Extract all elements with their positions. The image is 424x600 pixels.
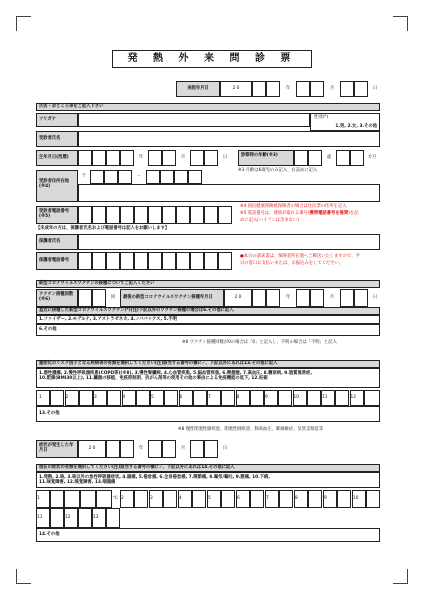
visit-date-label: 来院年月日	[176, 81, 220, 97]
age-label: 診察時の年齢(※3)	[238, 150, 294, 166]
name-field[interactable]	[78, 131, 380, 147]
symptom-num: 2	[121, 496, 124, 501]
symptom-num: 9	[324, 496, 327, 501]
symptom-check[interactable]	[50, 508, 64, 528]
visit-month-digit[interactable]	[310, 81, 324, 97]
risk-check[interactable]	[79, 390, 93, 406]
guardian-phone-digit[interactable]	[148, 252, 162, 270]
section4-header: 重症化のリスク因子となる疾病等の有無を選択してください(注)該当する番号の横に✓、下記以外にあれば13.その他に記入	[36, 360, 380, 368]
risk-factor-list	[36, 368, 380, 388]
symptom-list-line1: 1.発熱, 2.咳, 3.咳以外の急性呼吸器症状, 4.頭痛, 5.倦怠感, 6.全身倦怠感, 7.関節痛, 8.嘔気/嘔吐, 9.腹痛, 10.下痢,	[39, 475, 270, 480]
month-label: 月	[180, 446, 186, 452]
symptom-check[interactable]	[78, 508, 92, 528]
symptom-check[interactable]	[308, 490, 322, 508]
year-label: 年	[285, 295, 291, 301]
billing-note: ●本日の請求書は、保険者所在地へご郵送いたしますので、予	[240, 254, 360, 259]
year-label: 年	[138, 155, 144, 161]
guardian-label: 保護者氏名	[36, 234, 78, 250]
onset-era: 2 0	[78, 440, 106, 458]
symptom-other-field[interactable]: 14.その他	[36, 528, 380, 542]
birth-year-digit[interactable]	[78, 150, 92, 166]
phone-digit[interactable]	[120, 206, 134, 224]
postal-digit[interactable]	[90, 170, 104, 184]
symptom-num: 6	[237, 496, 240, 501]
risk-check[interactable]	[307, 390, 321, 406]
section6-header: 現在の症状の有無を選択してください(注)該当する番号の横に✓、下記以外にあれば14.その他に記入	[36, 464, 380, 472]
guardian-phone-digit[interactable]	[162, 252, 176, 270]
age-unit: 歳	[326, 155, 332, 161]
risk-num: 2	[65, 395, 69, 400]
last-vaccine-day-digit[interactable]	[340, 289, 354, 307]
last-vaccine-month-digit[interactable]	[296, 289, 310, 307]
last-vaccine-label: 最後の新型コロナウイルスワクチン接種年月日	[120, 289, 224, 307]
risk-check[interactable]	[364, 390, 381, 406]
address-field[interactable]	[78, 184, 380, 202]
risk-num: 5	[151, 395, 154, 400]
billing-note-cont: 日の窓口お支払いまたは、お振込みをしてください。	[240, 261, 344, 266]
risk-num: 11	[322, 395, 328, 400]
symptom-num: 4	[179, 496, 182, 501]
guardian-phone-digit[interactable]	[190, 252, 204, 270]
day-label: 日	[222, 155, 228, 161]
month-label: 月	[329, 295, 335, 301]
symptom-num: 12	[65, 515, 71, 520]
sex-options[interactable]: 1.男, 2.女, 3.その他	[335, 124, 377, 129]
onset-day-digit[interactable]	[190, 440, 204, 458]
onset-month-digit[interactable]	[162, 440, 176, 458]
symptom-num: 8	[295, 496, 298, 501]
month-age-digit[interactable]	[350, 150, 364, 166]
year-label: 年	[138, 446, 144, 452]
day-label: 日	[372, 86, 378, 92]
phone-digit[interactable]	[106, 206, 120, 224]
symptom-check[interactable]	[279, 490, 293, 508]
visit-era: 2 0	[220, 81, 252, 97]
vaccine-type-options[interactable]: 1.ファイザー, 2.モデルナ, 3.アストラゼネカ, 4.ノババックス, 5.不明	[36, 315, 380, 324]
corner-mark	[393, 16, 408, 31]
risk-check[interactable]	[164, 390, 178, 406]
note-4: ※4 国民健康保険被保険者の場合は住民票の住所を記入	[240, 204, 347, 209]
vaccine-type-other[interactable]: 6.その他	[36, 324, 380, 336]
symptom-num: 3	[150, 496, 153, 501]
phone-digit[interactable]	[78, 206, 92, 224]
birth-day-digit[interactable]	[204, 150, 218, 166]
symptom-list-line2: 11.味覚障害, 12.嗅覚障害, 13.咽頭痛	[39, 480, 116, 486]
note-5-cont: めに記入(ハイフンは含まない)	[240, 218, 299, 223]
age-note: ※3 月齢は6歳児のみ記入、右詰めに記入	[238, 168, 318, 173]
symptom-check[interactable]	[163, 490, 177, 508]
day-label: 日	[372, 295, 378, 301]
birth-day-digit[interactable]	[190, 150, 204, 166]
symptom-check[interactable]	[221, 490, 235, 508]
symptom-num: 5	[208, 496, 211, 501]
visit-day-digit[interactable]	[340, 81, 354, 97]
age-digit[interactable]	[294, 150, 308, 166]
guardian-phone-digit[interactable]	[120, 252, 134, 270]
visit-month-digit[interactable]	[296, 81, 310, 97]
guardian-phone-label: 保護者電話番号	[36, 252, 78, 270]
symptom-check[interactable]	[192, 490, 206, 508]
risk-num: 7	[208, 395, 211, 400]
risk-other-field[interactable]: 13.その他	[36, 406, 380, 422]
onset-day-digit[interactable]	[204, 440, 218, 458]
symptom-check[interactable]	[337, 490, 351, 508]
vaccine-count-digit[interactable]	[92, 289, 106, 307]
onset-year-digit[interactable]	[106, 440, 120, 458]
symptom-check[interactable]	[134, 490, 148, 508]
note-5: ※5 電話番号は、連絡が取れる番号(携帯電話番号を推奨)を記	[240, 211, 359, 216]
furigana-field[interactable]	[78, 113, 310, 127]
age-digit[interactable]	[308, 150, 322, 166]
symptom-check[interactable]	[50, 490, 64, 508]
phone-digit[interactable]	[148, 206, 162, 224]
risk-check[interactable]	[107, 390, 121, 406]
risk-check[interactable]	[193, 390, 207, 406]
vaccine-count-digit[interactable]	[78, 289, 92, 307]
guardian-phone-digit[interactable]	[218, 252, 232, 270]
corner-mark	[393, 569, 408, 584]
symptom-num: 1	[37, 496, 40, 501]
corner-mark	[16, 569, 31, 584]
guardian-phone-digit[interactable]	[106, 252, 120, 270]
risk-checkbox-row	[36, 390, 380, 406]
corner-mark	[16, 16, 31, 31]
symptom-check[interactable]	[250, 490, 264, 508]
onset-month-digit[interactable]	[148, 440, 162, 458]
onset-label: 症状が発生した年月日	[36, 440, 78, 458]
symptom-check[interactable]	[366, 490, 380, 508]
risk-num: 9	[265, 395, 268, 400]
birth-label: 生年月日(西暦)	[36, 150, 78, 166]
phone-digit[interactable]	[204, 206, 218, 224]
vaccine-type-label: 直近に接種した新型コロナウイルスワクチン(*)(注)下記以外のワクチン接種の場合は6.その他に記入	[36, 307, 380, 315]
section2-header: 【未成年の方は、保護者氏名および電話番号は記入をお願いします】	[36, 226, 170, 231]
guardian-phone-digit[interactable]	[176, 252, 190, 270]
symptom-num: 13	[93, 515, 99, 520]
note-8: ※8 慢性閉塞性肺疾患、閉塞性肺疾患、肺高血圧、肺線維症、気管支喘息等	[178, 427, 324, 432]
postal-digit[interactable]	[146, 170, 160, 184]
postal-digit[interactable]	[174, 170, 188, 184]
phone-digit[interactable]	[162, 206, 176, 224]
section1-header: 氏名・おところ等をご記入下さい	[36, 103, 380, 111]
postal-digit[interactable]	[160, 170, 174, 184]
risk-check[interactable]	[136, 390, 150, 406]
guardian-phone-digit[interactable]	[92, 252, 106, 270]
birth-year-digit[interactable]	[120, 150, 134, 166]
risk-num: 4	[122, 395, 126, 400]
risk-num: 1	[39, 395, 42, 400]
note-6: ※6 ワクチン接種回数が0の場合は「0」と記入し、不明の場合は「不明」と記入	[182, 340, 337, 345]
guardian-phone-digit[interactable]	[78, 252, 92, 270]
risk-num: 8	[236, 395, 240, 400]
sex-box	[310, 113, 380, 131]
phone-digit[interactable]	[176, 206, 190, 224]
section3-header: 新型コロナウイルスワクチンの接種についてご記入ください	[36, 280, 380, 288]
year-label: 年	[285, 86, 291, 92]
postal-dash: －	[136, 174, 142, 180]
birth-month-digit[interactable]	[162, 150, 176, 166]
postal-mark: 〒	[81, 174, 87, 180]
last-vaccine-month-digit[interactable]	[310, 289, 324, 307]
page-title: 発 熱 外 来 問 診 票	[112, 50, 312, 68]
visit-year-digit[interactable]	[266, 81, 280, 97]
address-label: 受診者住所在地(※4)	[36, 170, 78, 202]
symptom-num: 11	[37, 515, 43, 520]
temperature-digit[interactable]	[80, 490, 96, 508]
guardian-phone-digit[interactable]	[204, 252, 218, 270]
vaccine-count-label: ワクチン接種回数(※6)	[36, 289, 78, 307]
birth-year-digit[interactable]	[106, 150, 120, 166]
phone-digit[interactable]	[190, 206, 204, 224]
risk-check[interactable]	[250, 390, 264, 406]
month-label: 月	[180, 155, 186, 161]
birth-year-digit[interactable]	[92, 150, 106, 166]
temperature-digit[interactable]	[64, 490, 80, 508]
day-label: 日	[222, 446, 228, 452]
postal-digit[interactable]	[104, 170, 118, 184]
phone-digit[interactable]	[218, 206, 232, 224]
postal-digit[interactable]	[118, 170, 132, 184]
guardian-field[interactable]	[78, 234, 380, 250]
temperature-unit: ℃	[113, 496, 118, 501]
symptom-num: 7	[266, 496, 269, 501]
risk-check[interactable]	[50, 390, 64, 406]
month-unit: カ月	[367, 155, 377, 161]
risk-num: 6	[179, 395, 183, 400]
risk-num: 10	[293, 395, 299, 400]
visit-day-digit[interactable]	[354, 81, 368, 97]
last-vaccine-era: 2 0	[224, 289, 252, 307]
phone-label: 受診者電話番号(※5)	[36, 206, 78, 224]
risk-num: 3	[94, 395, 97, 400]
month-age-digit[interactable]	[336, 150, 350, 166]
symptom-checkbox-row-2	[36, 508, 380, 528]
postal-digit[interactable]	[188, 170, 202, 184]
birth-month-digit[interactable]	[148, 150, 162, 166]
last-vaccine-year-digit[interactable]	[252, 289, 266, 307]
symptom-check[interactable]	[106, 508, 120, 528]
risk-check[interactable]	[221, 390, 235, 406]
sex-label: 性別(*)	[314, 115, 329, 120]
symptom-list	[36, 472, 380, 488]
risk-check[interactable]	[278, 390, 292, 406]
symptom-num: 10	[353, 496, 359, 501]
risk-list-line1: 1.悪性腫瘍, 2.慢性呼吸器疾患(COPD等)(※8), 3.慢性腎臓病, 4.心血管疾患, 5.脳血管疾患, 6.喫煙歴, 7.高血圧, 8.糖尿病, 9.脂質異常症,	[39, 371, 312, 376]
phone-digit[interactable]	[134, 206, 148, 224]
temperature-digit[interactable]	[96, 490, 112, 508]
last-vaccine-year-digit[interactable]	[266, 289, 280, 307]
risk-num: 12	[350, 395, 356, 400]
risk-list-line2: 10.肥満(BMI30以上), 11.臓器の移植、免疫抑制剤、抗がん剤等の使用その他の事由による免疫機能の低下, 12.妊娠	[39, 376, 268, 382]
month-label: 月	[329, 86, 335, 92]
guardian-phone-digit[interactable]	[134, 252, 148, 270]
onset-year-digit[interactable]	[120, 440, 134, 458]
name-label: 受診者氏名	[36, 131, 78, 147]
last-vaccine-day-digit[interactable]	[354, 289, 368, 307]
symptom-checkbox-row-1	[36, 490, 380, 508]
phone-digit[interactable]	[92, 206, 106, 224]
visit-year-digit[interactable]	[252, 81, 266, 97]
furigana-label: フリガナ	[36, 113, 78, 127]
count-unit: 回	[110, 295, 116, 301]
risk-check[interactable]	[335, 390, 349, 406]
